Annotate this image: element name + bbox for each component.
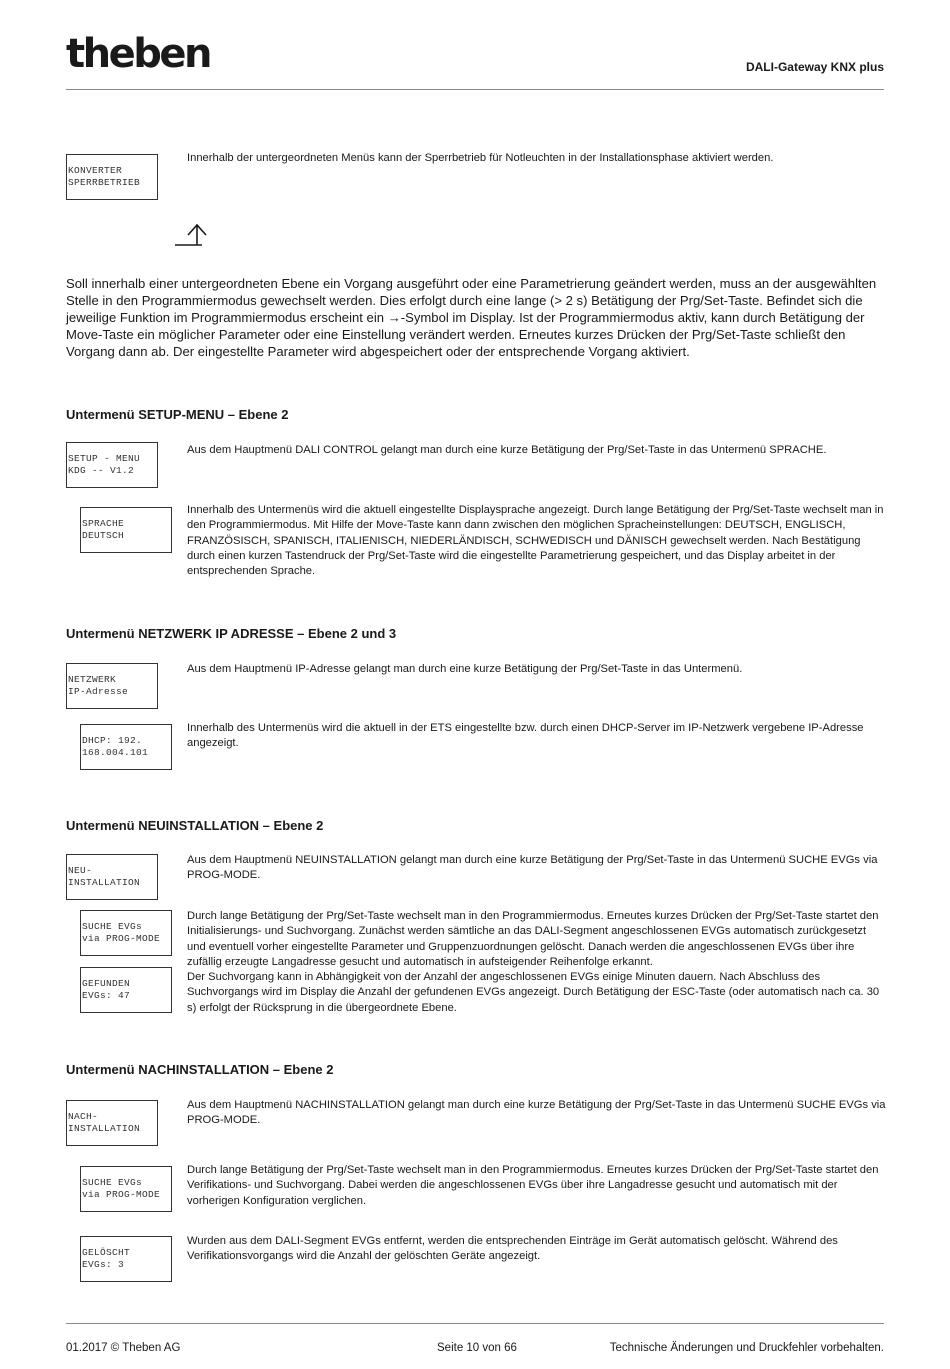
footer-divider <box>66 1323 884 1324</box>
footer-disclaimer: Technische Änderungen und Druckfehler vorbehalten. <box>609 1342 884 1354</box>
heading-setup-menu: Untermenü SETUP-MENU – Ebene 2 <box>66 407 289 422</box>
netzwerk-text-1: Aus dem Hauptmenü IP-Adresse gelangt man durch eine kurze Betätigung der Prg/Set-Taste in das Untermenü. <box>187 663 743 675</box>
display-sprache <box>80 507 172 553</box>
neuinstallation-text-1: Aus dem Hauptmenü NEUINSTALLATION gelangt man durch eine kurze Betätigung der Prg/Set-Taste in das Untermenü SUCHE EVGs via PROG-MODE. <box>187 854 878 882</box>
display-line-1: SPRACHE <box>82 517 125 529</box>
display-neuinstallation <box>66 854 158 900</box>
heading-nachinstallation: Untermenü NACHINSTALLATION – Ebene 2 <box>66 1062 334 1077</box>
display-line-2: INSTALLATION <box>68 877 141 888</box>
display-line-1: SUCHE EVGs <box>82 920 143 932</box>
footer-copyright: 01.2017 © Theben AG <box>66 1342 181 1354</box>
nachinstallation-text-2: Durch lange Betätigung der Prg/Set-Taste wechselt man in den Programmiermodus. Erneutes kurzes Drücken der Prg/Set-Taste startet den Verifikations- und Suchvorgang. Dabei werden die angeschlossenen EVGs über ihre Langadresse gesucht und automatisch mit der vorherigen Konfiguration verglichen. <box>187 1164 879 1207</box>
document-title: DALI-Gateway KNX plus <box>745 60 884 74</box>
header-divider <box>66 89 884 90</box>
display-line-1: DHCP: 192. <box>82 734 143 746</box>
display-line-2: EVGs: 3 <box>82 1259 125 1270</box>
display-nachinstallation <box>66 1100 158 1146</box>
display-suche-evgs-nach <box>80 1166 172 1212</box>
intro-text: Innerhalb der untergeordneten Menüs kann der Sperrbetrieb für Notleuchten in der Installationsphase aktiviert werden. <box>187 152 774 164</box>
footer-page-number: Seite 10 von 66 <box>437 1342 517 1354</box>
display-line-2: via PROG-MODE <box>82 933 161 944</box>
display-line-1: SETUP - MENU <box>68 452 141 464</box>
display-line-1: NACH- <box>68 1110 99 1122</box>
display-line-1: SUCHE EVGs <box>82 1176 143 1188</box>
theben-logo: theben <box>66 31 210 77</box>
display-line-2: EVGs: 47 <box>82 990 131 1001</box>
display-suche-evgs <box>80 910 172 956</box>
heading-netzwerk: Untermenü NETZWERK IP ADRESSE – Ebene 2 und 3 <box>66 626 397 641</box>
display-konverter-sperrbetrieb <box>66 154 158 200</box>
heading-neuinstallation: Untermenü NEUINSTALLATION – Ebene 2 <box>66 818 324 833</box>
nachinstallation-text-1: Aus dem Hauptmenü NACHINSTALLATION gelangt man durch eine kurze Betätigung der Prg/Set-Taste in das Untermenü SUCHE EVGs via PROG-MODE. <box>187 1099 886 1127</box>
display-dhcp <box>80 724 172 770</box>
display-line-2: 168.004.101 <box>82 747 149 758</box>
neuinstallation-text-2: Durch lange Betätigung der Prg/Set-Taste wechselt man in den Programmiermodus. Erneutes kurzes Drücken der Prg/Set-Taste startet den Initialisierungs- und Suchvorgang. Zunächst werden sämtliche an das DALI-Segment angeschlossenen EVGs automatisch zurückgesetzt und eventuell vorher eingestellte Parameter und Gruppenzuordnungen gelöscht. Danach werden die angeschlossenen EVGs über ihre zufällig erzeugte Langadresse gesucht und automatisch in aufsteigender Reihenfolge erkannt. <box>187 910 879 968</box>
display-line-2: via PROG-MODE <box>82 1189 161 1200</box>
netzwerk-text-2: Innerhalb des Untermenüs wird die aktuell in der ETS eingestellte bzw. durch einen DHCP-Server im IP-Netzwerk vergebene IP-Adresse angezeigt. <box>187 722 864 750</box>
setup-text-2: Innerhalb des Untermenüs wird die aktuell eingestellte Displaysprache angezeigt. Durch lange Betätigung der Prg/Set-Taste wechselt man in den Programmiermodus. Mit Hilfe der Move-Taste kann dann zwischen den möglichen Spracheinstellungen: DEUTSCH, ENGLISCH, FRANZÖSISCH, SPANISCH, ITALIENISCH, NIEDERLÄNDISCH, SCHWEDISCH und DÄNISCH gewechselt werden. Nach Bestätigung durch einen kurzen Tastendruck der Prg/Set-Taste wird die eingestellte Parametrierung gespeichert, und das Display arbeitet in der entsprechenden Sprache. <box>187 504 884 578</box>
display-line-2: KDG -- V1.2 <box>68 465 135 476</box>
display-line-2: SPERRBETRIEB <box>68 177 141 188</box>
display-line-2: DEUTSCH <box>82 530 125 541</box>
display-line-1: GEFUNDEN <box>82 977 131 989</box>
display-gefunden <box>80 967 172 1013</box>
display-line-1: KONVERTER <box>68 164 123 176</box>
nachinstallation-text-3: Wurden aus dem DALI-Segment EVGs entfernt, werden die entsprechenden Einträge im Gerät automatisch gelöscht. Während des Verifikationsvorgangs wird die Anzahl der gelöschten Geräte angezeigt. <box>187 1235 838 1263</box>
return-arrow-icon <box>174 222 210 248</box>
setup-text-1: Aus dem Hauptmenü DALI CONTROL gelangt man durch eine kurze Betätigung der Prg/Set-Taste in das Untermenü SPRACHE. <box>187 444 827 456</box>
display-netzwerk <box>66 663 158 709</box>
programming-mode-text: Soll innerhalb einer untergeordneten Ebene ein Vorgang ausgeführt oder eine Parametrierung geändert werden, muss an der ausgewählten Stelle in den Programmiermodus gewechselt werden. Dies erfolgt durch eine lange (> 2 s) Betätigung der Prg/Set-Taste. Befindet sich die jeweilige Funktion im Programmiermodus erscheint ein →-Symbol im Display. Ist der Programmiermodus aktiv, kann durch Betätigung der Move-Taste ein möglicher Parameter oder eine Einstellung verändert werden. Erneutes kurzes Drücken der Prg/Set-Taste schließt den Vorgang dann ab. Der eingestellte Parameter wird abgespeichert oder der entsprechende Vorgang aktiviert. <box>66 276 877 359</box>
display-line-2: IP-Adresse <box>68 686 129 697</box>
display-setup-menu <box>66 442 158 488</box>
display-line-1: GELÖSCHT <box>82 1246 131 1258</box>
neuinstallation-text-3: Der Suchvorgang kann in Abhängigkeit von der Anzahl der angeschlossenen EVGs einige Minuten dauern. Nach Abschluss des Suchvorgangs wird im Display die Anzahl der gefundenen EVGs angezeigt. Durch Betätigung der ESC-Taste (oder automatisch nach ca. 30 s) erfolgt der Rücksprung in die übergeordnete Ebene. <box>187 971 880 1014</box>
display-line-1: NETZWERK <box>68 673 117 685</box>
display-geloescht <box>80 1236 172 1282</box>
display-line-1: NEU- <box>68 864 93 876</box>
display-line-2: INSTALLATION <box>68 1123 141 1134</box>
